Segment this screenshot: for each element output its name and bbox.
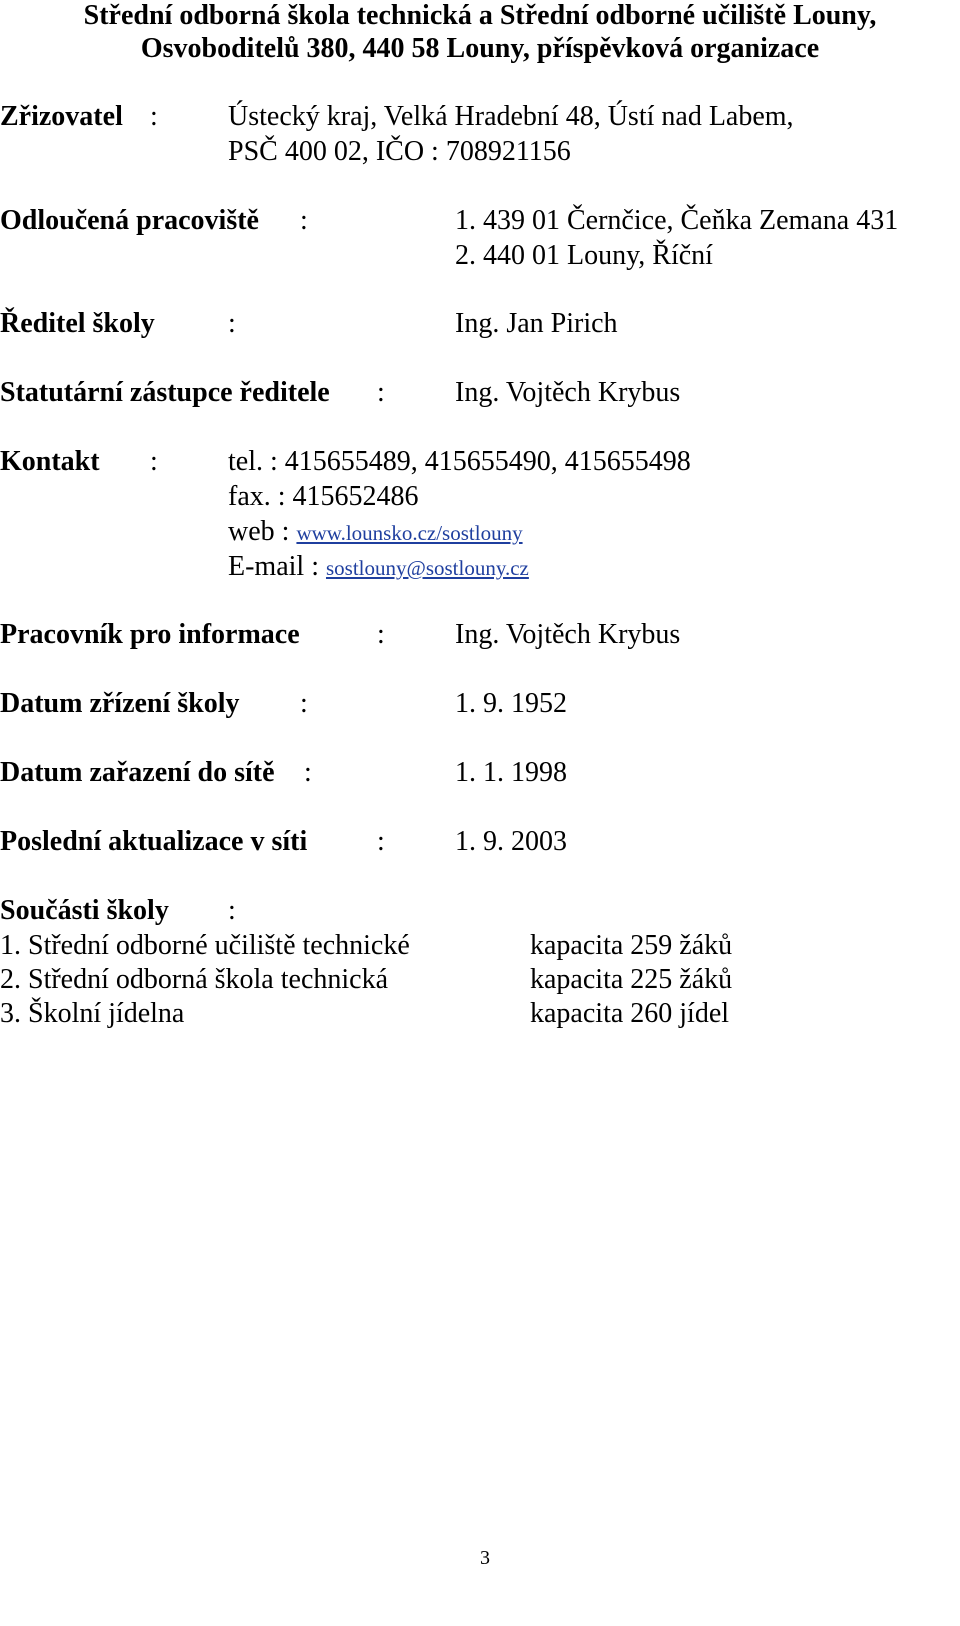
kontakt-label: Kontakt xyxy=(0,446,100,477)
email-link[interactable]: sostlouny@sostlouny.cz xyxy=(325,556,529,580)
soucast-3-name: 3. Školní jídelna xyxy=(0,998,185,1029)
zrizovatel-label: Zřizovatel xyxy=(0,101,123,132)
zastupce-label: Statutární zástupce ředitele xyxy=(0,377,330,408)
aktualizace-colon: : xyxy=(377,826,385,857)
zrizeni-label: Datum zřízení školy xyxy=(0,688,240,719)
zrizeni-value: 1. 9. 1952 xyxy=(455,688,567,719)
page-number: 3 xyxy=(480,1547,490,1569)
web-link[interactable]: www.lounsko.cz/sostlouny xyxy=(296,521,523,545)
zarazeni-colon: : xyxy=(304,757,312,788)
soucast-1-capacity: kapacita 259 žáků xyxy=(530,930,733,961)
reditel-label: Ředitel školy xyxy=(0,308,155,339)
kontakt-email-row xyxy=(228,553,529,581)
zarazeni-value: 1. 1. 1998 xyxy=(455,757,567,788)
zrizovatel-line-1: Ústecký kraj, Velká Hradební 48, Ústí nad Labem, xyxy=(228,101,794,132)
soucast-3-capacity: kapacita 260 jídel xyxy=(530,998,730,1029)
soucasti-colon: : xyxy=(228,895,236,926)
pracoviste-label: Odloučená pracoviště xyxy=(0,205,259,236)
zastupce-value: Ing. Vojtěch Krybus xyxy=(455,377,681,408)
pracoviste-colon: : xyxy=(300,205,308,236)
soucast-2-name: 2. Střední odborná škola technická xyxy=(0,964,389,995)
zastupce-colon: : xyxy=(377,377,385,408)
pracoviste-line-1: 1. 439 01 Černčice, Čeňka Zemana 431 xyxy=(455,205,899,236)
header-line-1: Střední odborná škola technická a Střední odborné učiliště Louny, xyxy=(83,0,877,31)
reditel-value: Ing. Jan Pirich xyxy=(455,308,618,339)
kontakt-tel: tel. : 415655489, 415655490, 415655498 xyxy=(228,446,691,477)
zrizovatel-colon: : xyxy=(150,101,158,132)
pracovnik-value: Ing. Vojtěch Krybus xyxy=(455,619,681,650)
soucast-1-name: 1. Střední odborné učiliště technické xyxy=(0,930,410,961)
pracovnik-colon: : xyxy=(377,619,385,650)
web-label: web : xyxy=(228,516,290,547)
aktualizace-label: Poslední aktualizace v síti xyxy=(0,826,308,857)
soucast-2-capacity: kapacita 225 žáků xyxy=(530,964,733,995)
zrizovatel-line-2: PSČ 400 02, IČO : 708921156 xyxy=(228,136,571,167)
soucasti-label: Součásti školy xyxy=(0,895,169,926)
email-label: E-mail : xyxy=(228,551,319,582)
aktualizace-value: 1. 9. 2003 xyxy=(455,826,567,857)
kontakt-fax: fax. : 415652486 xyxy=(228,481,419,512)
zarazeni-label: Datum zařazení do sítě xyxy=(0,757,275,788)
zrizeni-colon: : xyxy=(300,688,308,719)
kontakt-web-row xyxy=(228,518,523,546)
pracovnik-label: Pracovník pro informace xyxy=(0,619,300,650)
header-line-2: Osvoboditelů 380, 440 58 Louny, příspěvková organizace xyxy=(140,33,820,64)
reditel-colon: : xyxy=(228,308,236,339)
kontakt-colon: : xyxy=(150,446,158,477)
pracoviste-line-2: 2. 440 01 Louny, Říční xyxy=(455,240,713,271)
